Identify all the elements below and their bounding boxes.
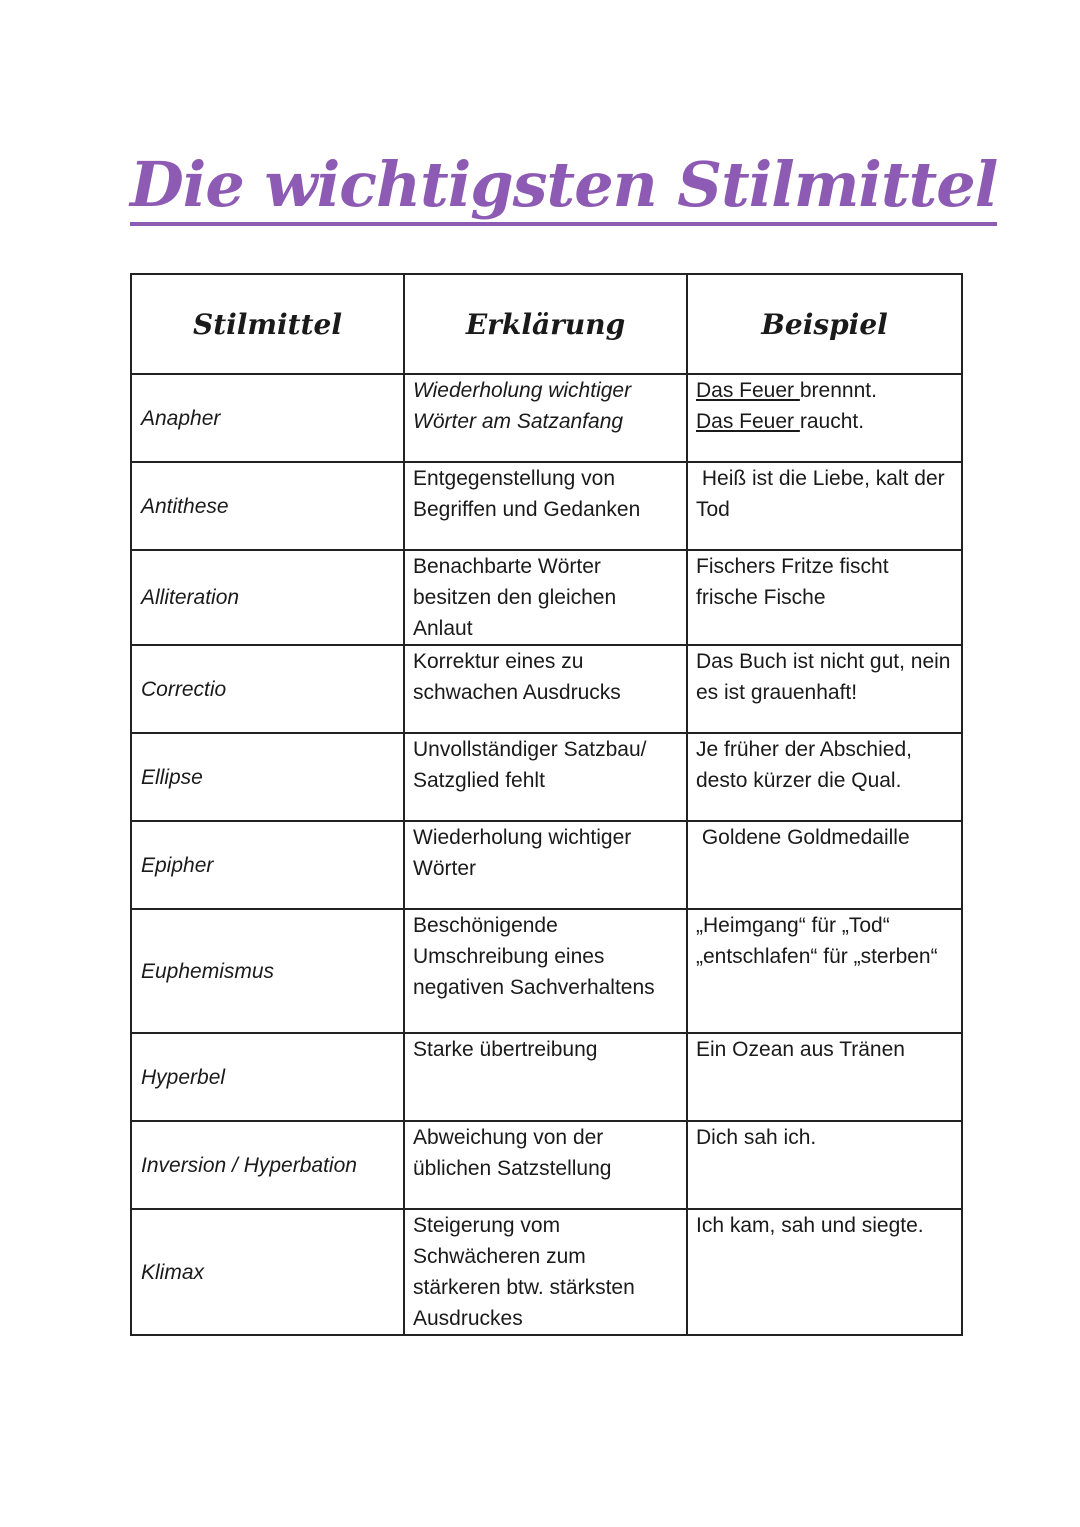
table-row: [131, 821, 962, 909]
beispiel-text: Dich sah ich.: [687, 1121, 962, 1209]
erklaerung-text: Unvollständiger Satzbau/ Satzglied fehlt: [404, 733, 687, 821]
erklaerung-text: Wiederholung wichtiger Wörter am Satzanfang: [404, 374, 687, 462]
header-stilmittel: Stilmittel: [131, 274, 404, 374]
table-row: [131, 645, 962, 733]
beispiel-text: Fischers Fritze fischt frische Fische: [687, 550, 962, 645]
erklaerung-text: Entgegenstellung von Begriffen und Gedanken: [404, 462, 687, 550]
stilmittel-name: Ellipse: [131, 733, 404, 821]
stilmittel-name: Correctio: [131, 645, 404, 733]
table-row: [131, 550, 962, 645]
stilmittel-name: Inversion / Hyperbation: [131, 1121, 404, 1209]
stilmittel-name: Alliteration: [131, 550, 404, 645]
table-row: [131, 462, 962, 550]
table-row: [131, 1121, 962, 1209]
erklaerung-text: Korrektur eines zu schwachen Ausdrucks: [404, 645, 687, 733]
stilmittel-name: Hyperbel: [131, 1033, 404, 1121]
erklaerung-text: Starke übertreibung: [404, 1033, 687, 1121]
beispiel-underlined: Das Feuer: [696, 410, 800, 433]
erklaerung-text: Abweichung von der üblichen Satzstellung: [404, 1121, 687, 1209]
erklaerung-text: Wiederholung wichtiger Wörter: [404, 821, 687, 909]
beispiel-rest: raucht.: [799, 410, 865, 433]
stilmittel-name: Antithese: [131, 462, 404, 550]
erklaerung-text: Beschönigende Umschreibung eines negativen Sachverhaltens: [404, 909, 687, 1033]
table-row: [131, 374, 962, 462]
beispiel-text: Ich kam, sah und siegte.: [687, 1209, 962, 1335]
beispiel-text: Je früher der Abschied, desto kürzer die Qual.: [687, 733, 962, 821]
table-row: [131, 1033, 962, 1121]
table-row: [131, 909, 962, 1033]
beispiel-text: Heiß ist die Liebe, kalt der Tod: [687, 462, 962, 550]
stilmittel-table: [130, 273, 963, 1336]
beispiel-text: Das Buch ist nicht gut, nein es ist grauenhaft!: [687, 645, 962, 733]
beispiel-rest: brennnt.: [799, 379, 877, 402]
stilmittel-name: Anapher: [131, 374, 404, 462]
table-row: [131, 733, 962, 821]
erklaerung-text: Steigerung vom Schwächeren zum stärkeren btw. stärksten Ausdruckes: [404, 1209, 687, 1335]
table-header-row: [131, 274, 962, 374]
beispiel-text: [687, 374, 962, 462]
beispiel-text: „Heimgang“ für „Tod“ „entschlafen“ für „sterben“: [687, 909, 962, 1033]
table-row: [131, 1209, 962, 1335]
beispiel-text: Goldene Goldmedaille: [687, 821, 962, 909]
beispiel-underlined: Das Feuer: [696, 379, 800, 402]
header-beispiel: Beispiel: [687, 274, 962, 374]
page-title: Die wichtigsten Stilmittel: [130, 150, 997, 226]
stilmittel-name: Euphemismus: [131, 909, 404, 1033]
stilmittel-name: Epipher: [131, 821, 404, 909]
header-erklaerung: Erklärung: [404, 274, 687, 374]
beispiel-text: Ein Ozean aus Tränen: [687, 1033, 962, 1121]
stilmittel-name: Klimax: [131, 1209, 404, 1335]
erklaerung-text: Benachbarte Wörter besitzen den gleichen Anlaut: [404, 550, 687, 645]
